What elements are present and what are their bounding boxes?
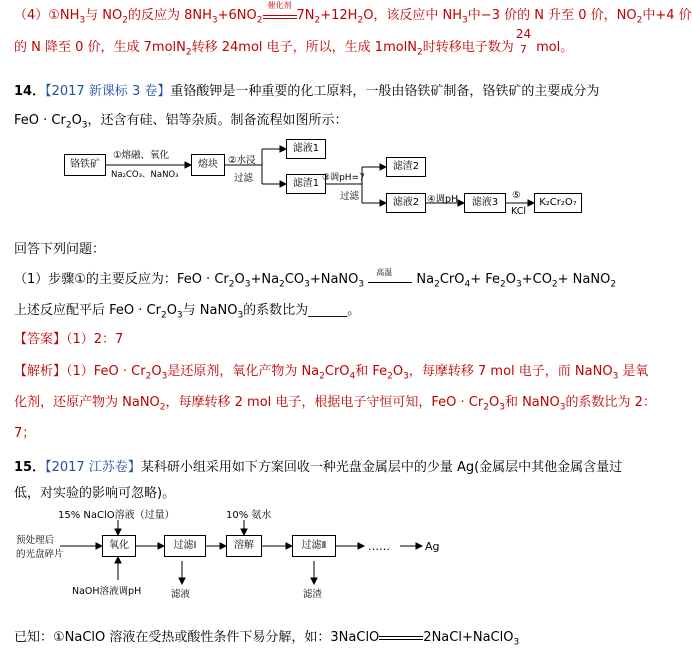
question-14-1: （1）步骤①的主要反应为：FeO · $Cr_2O_3+Na_2CO_3+NaNO_3$ 高温 $Na_2CrO_4+ Fe_2O_3+CO_2+$ NaNO$_2$ xyxy=(14,268,617,290)
box-filtrate3: 滤液3 xyxy=(464,193,506,213)
box-filter1: 过滤Ⅰ xyxy=(164,535,206,557)
equation-line-2: 的 N 降至 0 价，生成 7molN$_2$转移 24mol 电子，所以，生成 1molN$_2$时转移电子数为 24 7 mol。 xyxy=(14,27,574,58)
analysis-line-3: 7； xyxy=(14,426,36,441)
box-residue1: 滤渣1 xyxy=(286,174,326,194)
answer-prompt: 回答下列问题： xyxy=(14,242,106,257)
equation-line-1: $(4)①NH_3$与 $NO_2$的反应为 $8NH_3+6NO_2$ 催化剂 $7N_2+12H_2O$，该反应中 $NH_3$中−3 价的 N 升至 0 价，$NO_2$中+4 价 xyxy=(14,1,692,26)
step1-reagents: Na₂CO₃、NaNO₃ xyxy=(111,170,179,180)
known-line: 已知：①NaClO 溶液在受热或酸性条件下易分解，如：3NaClO 2NaCl+NaClO$_3$ xyxy=(14,630,520,648)
analysis-line-1: 【解析】$(1)FeO \cdot Cr_2O_3$是还原剂，氧化产物为 $Na_2CrO_4$和 $Fe_2O_3$，每摩转移 7 mol 电子，而 NaNO$_3$ 是氧 xyxy=(14,364,649,382)
catalyst-label: 催化剂 xyxy=(267,1,292,10)
fraction-numerator: 24 xyxy=(515,27,532,41)
question-14-line-1: 14．【2017 新课标 3 卷】重铬酸钾是一种重要的化工原料，一般由铬铁矿制备，铬铁矿的主要成分为 xyxy=(14,84,600,99)
box-dissolve: 溶解 xyxy=(226,535,262,557)
condition-label: 高温 xyxy=(376,268,393,277)
step3-filter: 过滤 xyxy=(340,191,360,202)
box-filter2: 过滤Ⅱ xyxy=(292,535,336,557)
box-product: K₂Cr₂O₇ xyxy=(534,193,582,213)
answer-blank: ______ xyxy=(308,303,348,318)
analysis-tag: 【解析】 xyxy=(14,364,67,379)
question-14-ratio: 上述反应配平后 FeO · $Cr_2O_3$与 NaNO$_3$的系数比为______。 xyxy=(14,303,361,321)
naoh-label: NaOH溶液调pH xyxy=(72,586,142,597)
ellipsis: …… xyxy=(368,540,390,553)
source-tag-15: 【2017 江苏卷】 xyxy=(45,460,141,475)
question-15-line-1: 15．【2017 江苏卷】某科研小组采用如下方案回收一种光盘金属层中的少量 Ag(金属层中其他金属含量过 xyxy=(14,460,623,475)
box-chromite: 铬铁矿 xyxy=(64,154,106,176)
naclo-label: 15% NaClO溶液（过量） xyxy=(58,510,175,521)
source-tag: 【2017 新课标 3 卷】 xyxy=(45,84,171,99)
box-filtrate2: 滤液2 xyxy=(386,193,426,213)
box-filtrate1: 滤液1 xyxy=(286,139,326,159)
box-residue2: 滤渣2 xyxy=(386,157,426,177)
pre-label-2: 的光盘碎片 xyxy=(16,549,64,560)
ag-label: Ag xyxy=(425,540,440,553)
step2-label: ②水浸 xyxy=(228,155,256,166)
box-oxidize: 氧化 xyxy=(102,535,136,557)
step3-label: ③调pH=7 xyxy=(322,173,365,183)
pre-label-1: 预处理后 xyxy=(16,535,55,546)
analysis-line-2: 化剂，还原产物为 NaNO$_2$，每摩转移 2 mol 电子，根据电子守恒可知，FeO · $Cr_2O_3$和 NaNO$_3$的系数比为 2： xyxy=(14,395,656,413)
kcl-label: KCl xyxy=(511,206,526,217)
answer-line: 【答案】（1）2：7 xyxy=(14,332,124,347)
step5-label: ⑤ xyxy=(512,190,521,201)
filtrate-label: 滤液 xyxy=(171,589,191,600)
question-14-line-2: FeO · $Cr_2O_3$，还含有硅、铝等杂质。制备流程如图所示： xyxy=(14,113,348,131)
step4-label: ④调pH xyxy=(427,194,459,205)
question-15-line-2: 低，对实验的影响可忽略)。 xyxy=(14,486,176,501)
box-melt: 熔块 xyxy=(191,154,225,176)
ammonia-label: 10% 氨水 xyxy=(226,510,272,521)
answer-tag: 【答案】 xyxy=(14,332,67,347)
residue-label: 滤渣 xyxy=(303,589,323,600)
fraction-denominator: 7 xyxy=(519,43,527,56)
step1-label: ①熔融、氧化 xyxy=(113,150,170,161)
step2-filter: 过滤 xyxy=(234,173,254,184)
